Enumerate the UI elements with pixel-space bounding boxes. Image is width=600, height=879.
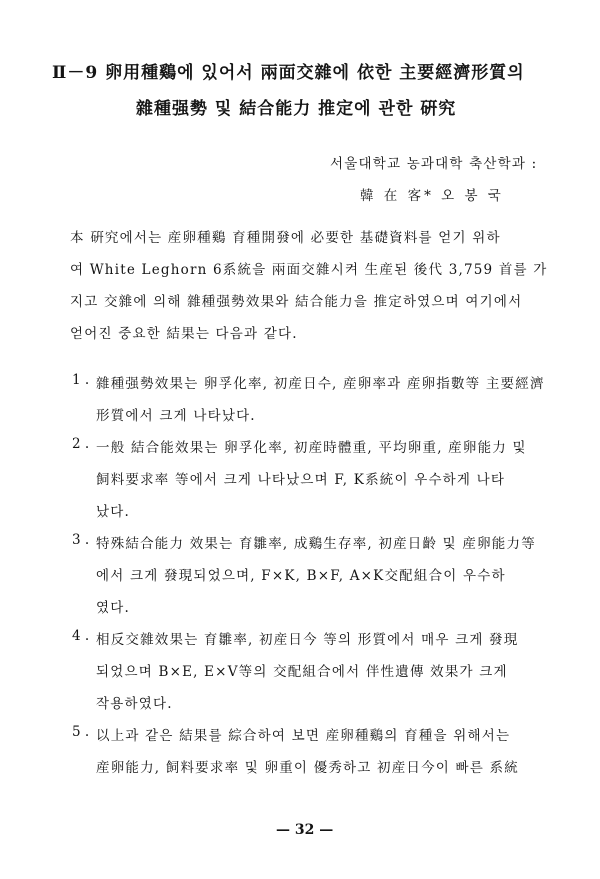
item-line: 飼料要求率 等에서 크게 나타났으며 F, K系統이 우수하게 나타 [96,472,506,488]
item-line: 雜種强勢效果는 卵孚化率, 初産日수, 産卵率과 産卵指數等 主要經濟 [96,376,545,392]
item-line: 形質에서 크게 나타났다. [96,408,256,424]
page-number: — 32 — [276,822,334,838]
item-number: 3 . [72,532,90,548]
item-line: 났다. [96,504,130,520]
item-number: 4 . [72,628,90,644]
item-line: 작용하였다. [96,696,173,712]
item-line: 特殊結合能力 效果는 育雛率, 成鷄生存率, 初産日齡 및 産卵能力等 [96,536,536,552]
item-line: 一般 結合能效果는 卵孚化率, 初産時體重, 平均卵重, 産卵能力 및 [96,440,527,456]
item-number: 5 . [72,724,90,740]
intro-line: 지고 交雜에 의해 雜種强勢效果와 結合能力을 推定하였으며 여기에서 [70,294,523,310]
intro-line: 本 硏究에서는 産卵種鷄 育種開發에 必要한 基礎資料를 얻기 위하 [70,230,501,246]
item-line: 에서 크게 發現되었으며, F×K, B×F, A×K交配組合이 우수하 [96,568,506,584]
intro-line: 얻어진 중요한 結果는 다음과 같다. [70,326,298,342]
affiliation: 서울대학교 농과대학 축산학과 : [330,156,538,172]
item-number: 2 . [72,436,90,452]
item-line: 되었으며 B×E, E×V等의 交配組合에서 伴性遺傳 效果가 크게 [96,664,508,680]
item-line: 産卵能力, 飼料要求率 및 卵重이 優秀하고 初産日今이 빠른 系統 [96,760,519,776]
title-line-1: Ⅱ－9 卵用種鷄에 있어서 兩面交雜에 依한 主要經濟形質의 [52,63,525,83]
item-line: 相反交雜效果는 育雛率, 初産日今 等의 形質에서 매우 크게 發現 [96,632,519,648]
authors: 韓 在 客* 오 봉 국 [360,188,504,204]
item-line: 였다. [96,600,130,616]
title-line-2: 雜種强勢 및 結合能力 推定에 관한 硏究 [136,99,457,119]
item-number: 1 . [72,372,90,388]
intro-line: 여 White Leghorn 6系統을 兩面交雜시켜 生産된 後代 3,759 首를 가 [70,262,548,278]
item-line: 以上과 같은 結果를 綜合하여 보면 産卵種鷄의 育種을 위해서는 [96,728,511,744]
